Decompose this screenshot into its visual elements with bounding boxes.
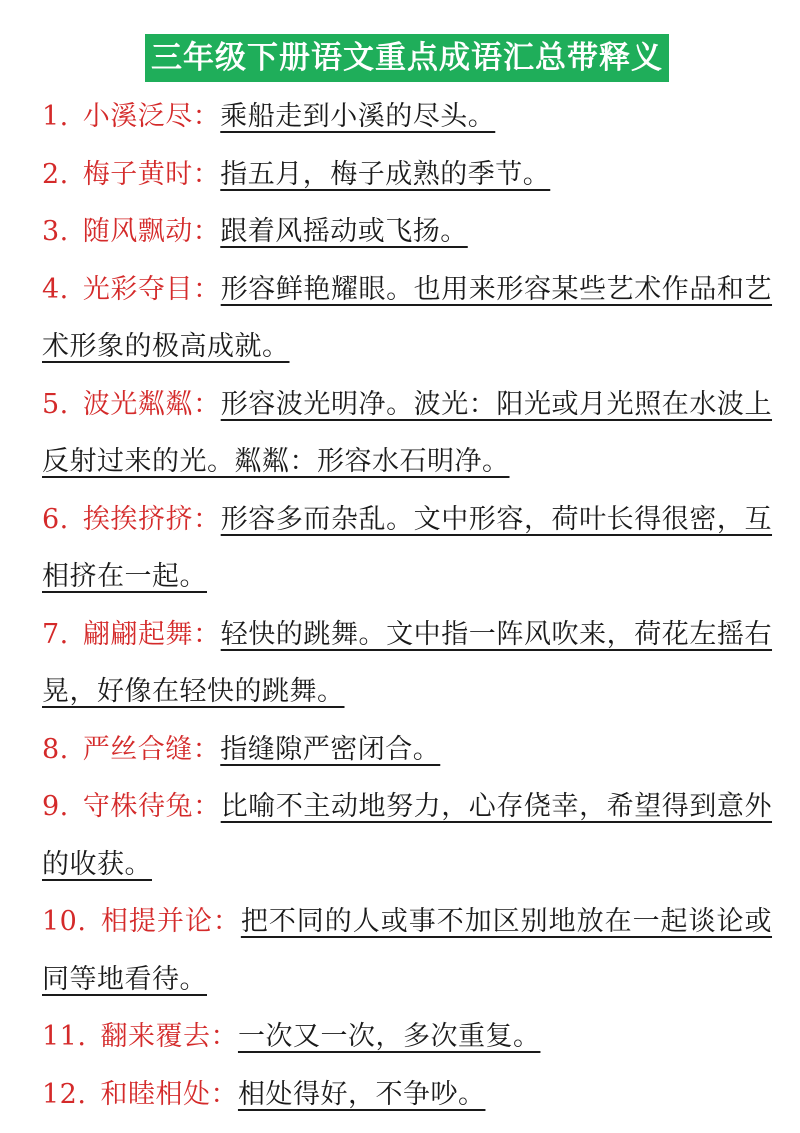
entry-definition: 指五月，梅子成熟的季节。 bbox=[220, 158, 551, 190]
idiom-entry bbox=[42, 203, 772, 261]
entry-number: 9. bbox=[42, 791, 69, 822]
idiom-entry bbox=[42, 1066, 772, 1124]
idiom-entry bbox=[42, 261, 772, 376]
entry-number: 4. bbox=[42, 273, 69, 305]
entry-definition: 把不同的人或事不加区别地放在一起谈论或同等地看待。 bbox=[42, 906, 773, 995]
entry-idiom: 挨挨挤挤： bbox=[82, 503, 221, 535]
entry-idiom: 相提并论： bbox=[100, 906, 241, 937]
entry-definition: 轻快的跳舞。文中指一阵风吹来，荷花左摇右晃，好像在轻快的跳舞。 bbox=[42, 618, 773, 707]
entry-idiom: 梅子黄时： bbox=[82, 158, 221, 190]
entry-number: 12. bbox=[42, 1078, 87, 1110]
entry-definition: 形容多而杂乱。文中形容，荷叶长得很密，互相挤在一起。 bbox=[42, 503, 773, 592]
entry-idiom: 守株待兔： bbox=[82, 791, 221, 822]
page-title: 三年级下册语文重点成语汇总带释义 bbox=[145, 34, 669, 82]
idiom-entry bbox=[42, 491, 772, 606]
entry-idiom: 波光粼粼： bbox=[82, 388, 221, 420]
idiom-entry bbox=[42, 88, 772, 146]
entry-idiom: 光彩夺目： bbox=[82, 273, 221, 305]
entry-definition: 比喻不主动地努力，心存侥幸，希望得到意外的收获。 bbox=[42, 791, 773, 880]
entry-definition: 相处得好，不争吵。 bbox=[237, 1078, 486, 1110]
idiom-list bbox=[42, 88, 772, 1123]
entry-idiom: 翻来覆去： bbox=[100, 1021, 238, 1052]
entry-definition: 形容鲜艳耀眼。也用来形容某些艺术作品和艺术形象的极高成就。 bbox=[42, 273, 773, 362]
entry-number: 5. bbox=[42, 388, 69, 420]
idiom-entry bbox=[42, 1008, 772, 1066]
entry-number: 11. bbox=[42, 1021, 87, 1052]
entry-number: 7. bbox=[42, 618, 69, 650]
idiom-entry bbox=[42, 893, 772, 1008]
idiom-entry bbox=[42, 778, 772, 893]
entry-number: 1. bbox=[42, 101, 69, 132]
entry-number: 2. bbox=[42, 158, 69, 190]
entry-idiom: 小溪泛尽： bbox=[82, 101, 221, 132]
entry-number: 6. bbox=[42, 503, 69, 535]
entry-number: 3. bbox=[42, 216, 69, 247]
entry-idiom: 随风飘动： bbox=[82, 216, 221, 247]
entry-definition: 指缝隙严密闭合。 bbox=[220, 733, 441, 765]
idiom-entry bbox=[42, 146, 772, 204]
title-wrap bbox=[42, 34, 772, 82]
idiom-entry bbox=[42, 721, 772, 779]
idiom-entry bbox=[42, 376, 772, 491]
entry-idiom: 翩翩起舞： bbox=[82, 618, 221, 650]
entry-definition: 跟着风摇动或飞扬。 bbox=[220, 216, 468, 247]
entry-definition: 一次又一次，多次重复。 bbox=[237, 1021, 541, 1052]
entry-idiom: 和睦相处： bbox=[100, 1078, 238, 1110]
entry-definition: 形容波光明净。波光：阳光或月光照在水波上反射过来的光。粼粼：形容水石明净。 bbox=[42, 388, 773, 477]
idiom-entry bbox=[42, 606, 772, 721]
entry-number: 10. bbox=[42, 906, 87, 937]
entry-definition: 乘船走到小溪的尽头。 bbox=[220, 101, 496, 132]
entry-idiom: 严丝合缝： bbox=[82, 733, 221, 765]
entry-number: 8. bbox=[42, 733, 69, 765]
